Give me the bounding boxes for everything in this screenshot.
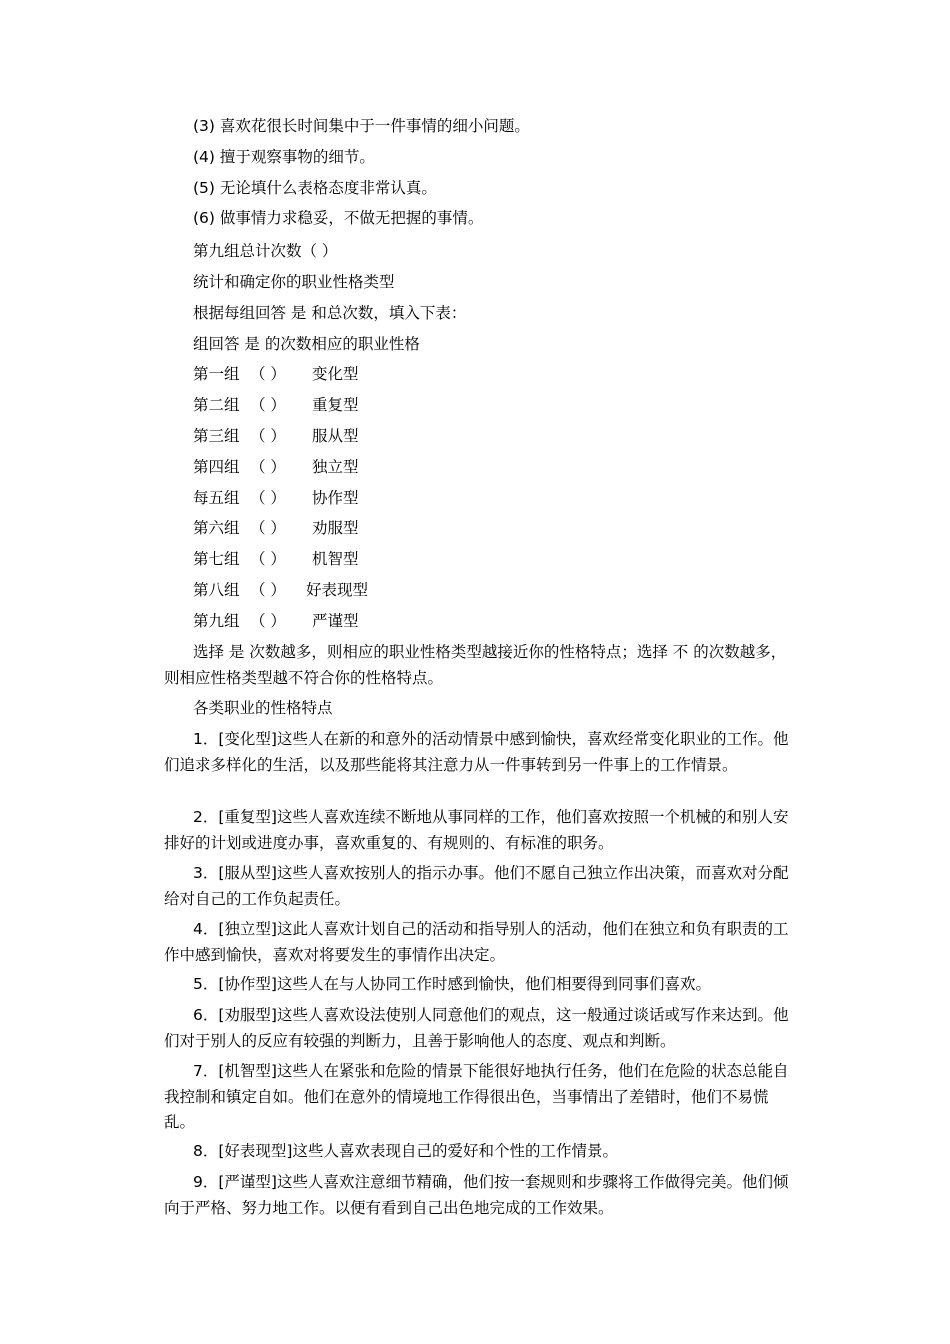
personality-type: 重复型 — [312, 396, 359, 414]
group-name: 每五组 — [193, 489, 240, 507]
personality-type: 好表现型 — [306, 581, 369, 599]
question-item-4: (4) 擅于观察事物的细节。 — [193, 148, 375, 166]
group-name: 第六组 — [193, 519, 240, 537]
personality-type: 独立型 — [312, 458, 359, 476]
personality-type: 服从型 — [312, 427, 359, 445]
trait-paragraph: 1．[变化型]这些人在新的和意外的活动情景中感到愉快，喜欢经常变化职业的工作。他们追求多样化的生活，以及那些能将其注意力从一件事转到另一件事上的工作情景。 — [164, 730, 789, 774]
group-name: 第二组 — [193, 396, 240, 414]
trait-paragraph: 4．[独立型]这此人喜欢计划自己的活动和指导别人的活动，他们在独立和负有职责的工作中感到愉快，喜欢对将要发生的事情作出决定。 — [164, 920, 789, 964]
group9-total: 第九组总计次数（ ） — [193, 242, 338, 260]
trait-paragraph: 7．[机智型]这些人在紧张和危险的情景下能很好地执行任务，他们在危险的状态总能自我控制和镇定自如。他们在意外的情境地工作得很出色，当事情出了差错时，他们不易慌乱。 — [164, 1062, 789, 1131]
trait-paragraph: 2．[重复型]这些人喜欢连续不断地从事同样的工作，他们喜欢按照一个机械的和别人安排好的计划或进度办事，喜欢重复的、有规则的、有标准的职务。 — [164, 808, 789, 852]
group-name: 第九组 — [193, 612, 240, 630]
count-blank: （ ） — [250, 458, 286, 476]
group-name: 第三组 — [193, 427, 240, 445]
personality-type: 劝服型 — [312, 519, 359, 537]
group-name: 第七组 — [193, 550, 240, 568]
traits-title: 各类职业的性格特点 — [193, 699, 333, 717]
group-row — [193, 426, 359, 446]
question-item-3: (3) 喜欢花很长时间集中于一件事情的细小问题。 — [193, 117, 530, 135]
instruction: 根据每组回答 是 和总次数，填入下表： — [193, 304, 467, 322]
group-row — [193, 457, 359, 477]
trait-paragraph: 5．[协作型]这些人在与人协同工作时感到愉快，他们相要得到同事们喜欢。 — [193, 975, 711, 993]
question-item-6: (6) 做事情力求稳妥，不做无把握的事情。 — [193, 209, 484, 227]
group-row — [193, 488, 359, 508]
count-blank: （ ） — [250, 612, 286, 630]
table-header: 组回答 是 的次数相应的职业性格 — [193, 335, 420, 353]
count-blank: （ ） — [250, 519, 286, 537]
personality-type: 机智型 — [312, 550, 359, 568]
trait-paragraph: 8．[好表现型]这些人喜欢表现自己的爱好和个性的工作情景。 — [193, 1142, 618, 1160]
group-name: 第四组 — [193, 458, 240, 476]
trait-paragraph: 6．[劝服型]这些人喜欢设法使别人同意他们的观点，这一般通过谈话或写作来达到。他们对于别人的反应有较强的判断力，且善于影响他人的态度、观点和判断。 — [164, 1006, 789, 1050]
question-item-5: (5) 无论填什么表格态度非常认真。 — [193, 179, 437, 197]
count-blank: （ ） — [250, 581, 286, 599]
group-row — [193, 549, 359, 569]
personality-type: 协作型 — [312, 489, 359, 507]
count-blank: （ ） — [250, 550, 286, 568]
group-name: 第一组 — [193, 365, 240, 383]
count-blank: （ ） — [250, 365, 286, 383]
group-name: 第八组 — [193, 581, 240, 599]
count-blank: （ ） — [250, 427, 286, 445]
group-row — [193, 580, 368, 600]
stats-title: 统计和确定你的职业性格类型 — [193, 273, 395, 291]
personality-type: 变化型 — [312, 365, 359, 383]
group-row — [193, 364, 359, 384]
group-row — [193, 395, 359, 415]
trait-paragraph: 3．[服从型]这些人喜欢按别人的指示办事。他们不愿自己独立作出决策，而喜欢对分配给对自己的工作负起责任。 — [164, 864, 789, 908]
conclusion-paragraph: 选择 是 次数越多，则相应的职业性格类型越接近你的性格特点；选择 不 的次数越多，则相应性格类型越不符合你的性格特点。 — [164, 643, 787, 687]
personality-type: 严谨型 — [312, 612, 359, 630]
count-blank: （ ） — [250, 489, 286, 507]
group-row — [193, 611, 359, 631]
count-blank: （ ） — [250, 396, 286, 414]
trait-paragraph: 9．[严谨型]这些人喜欢注意细节精确，他们按一套规则和步骤将工作做得完美。他们倾向于严格、努力地工作。以便有看到自己出色地完成的工作效果。 — [164, 1173, 789, 1217]
group-row — [193, 518, 359, 538]
